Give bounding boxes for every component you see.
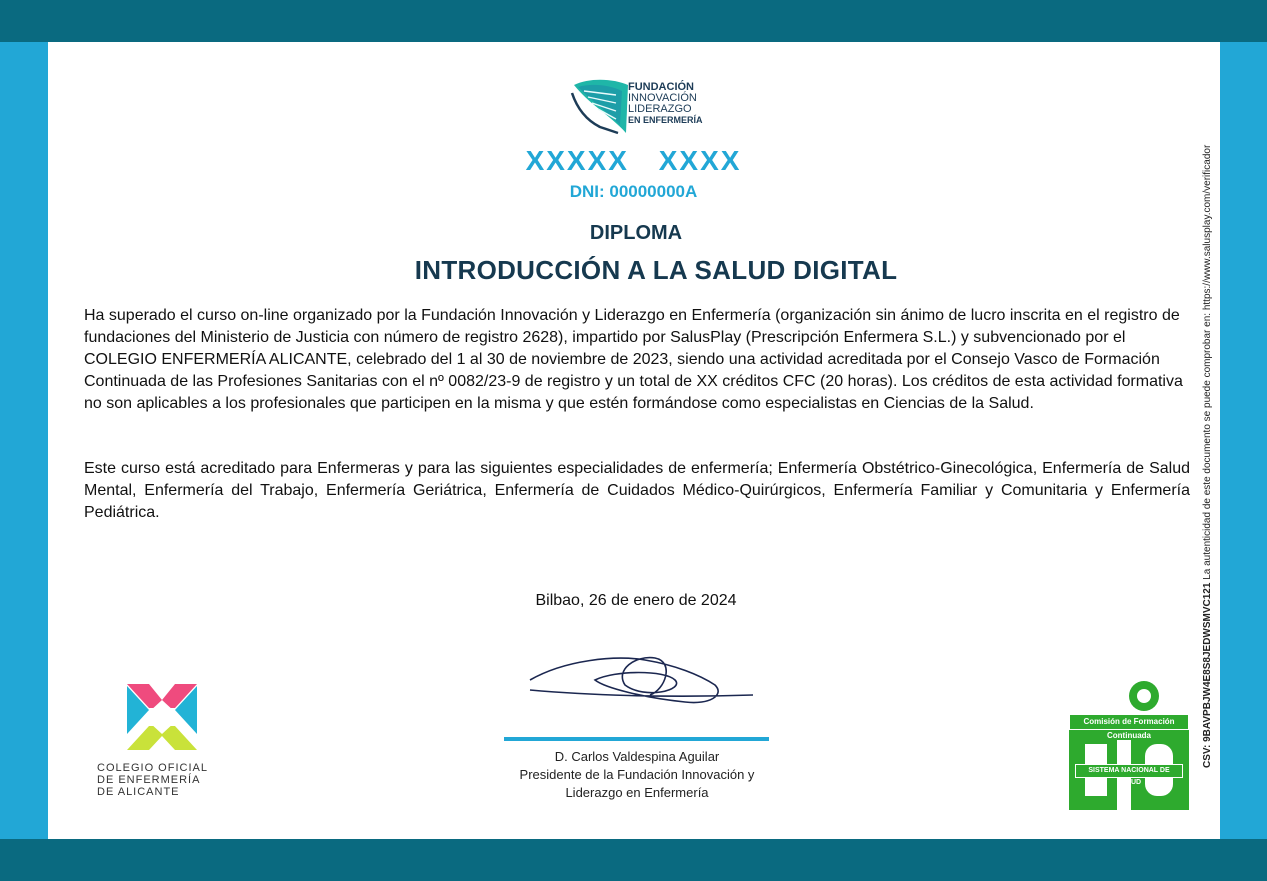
diploma-label: DIPLOMA [589, 222, 683, 244]
cfc-logo-icon [1067, 680, 1191, 812]
coe-line: DE ALICANTE [97, 786, 180, 798]
coe-line: COLEGIO OFICIAL [97, 762, 208, 774]
recipient-dni: DNI: 00000000A [569, 182, 698, 201]
logo-line: FUNDACIÓN [628, 81, 694, 93]
coe-alicante-text [97, 762, 208, 798]
fundacion-logo-text [628, 82, 703, 126]
course-title: INTRODUCCIÓN A LA SALUD DIGITAL [414, 255, 898, 285]
cfc-subtitle: SISTEMA NACIONAL DE SALUD [1075, 764, 1183, 778]
issue-date: Bilbao, 26 de enero de 2024 [535, 592, 737, 609]
logo-line: EN ENFERMERÍA [628, 115, 703, 125]
paragraph-specialties: Este curso está acreditado para Enfermeras y para las siguientes especialidades de enfermería; Enfermería Obstétrico-Ginecológica, Enfermería de Salud Mental, Enfermería del Trabajo, Enfermería Geriátrica, Enfermería de Cuidados Médico-Quirúrgicos, Enfermería Familiar y Comunitaria y Enfermería Pediátrica. [84, 460, 1190, 521]
signer-role: Liderazgo en Enfermería [565, 785, 709, 800]
csv-verification [1202, 145, 1213, 768]
signature-icon [525, 640, 755, 710]
logo-line: INNOVACIÓN [628, 92, 697, 104]
csv-code: CSV: 9BAVPBJW4E8S8JEDWSMVC121 [1202, 582, 1213, 768]
coe-alicante-logo-icon [97, 682, 227, 802]
signer-role: Presidente de la Fundación Innovación y [519, 767, 755, 782]
signature-line [504, 737, 769, 741]
coe-line: DE ENFERMERÍA [97, 774, 201, 786]
logo-line: LIDERAZGO [628, 103, 692, 115]
frame-bottom [0, 839, 1267, 881]
recipient-name: XXXXX XXXX [525, 145, 742, 176]
fundacion-logo-icon [570, 75, 705, 137]
frame-right [1220, 0, 1267, 881]
cfc-title: Comisión de Formación Continuada [1069, 714, 1189, 730]
signer-name: D. Carlos Valdespina Aguilar [554, 749, 720, 764]
frame-top [0, 0, 1267, 42]
csv-text: La autenticidad de este documento se puede comprobar en: https://www.salusplay.com/verificador [1202, 144, 1213, 583]
frame-left [0, 0, 48, 881]
paragraph-accreditation: Ha superado el curso on-line organizado por la Fundación Innovación y Liderazgo en Enfermería (organización sin ánimo de lucro inscrita en el registro de fundaciones del Ministerio de Justicia con número de registro 2628), impartido por SalusPlay (Prescripción Enfermera S.L.) y subvencionado por el COLEGIO ENFERMERÍA ALICANTE, celebrado del 1 al 30 de noviembre de 2023, siendo una actividad acreditada por el Consejo Vasco de Formación Continuada de las Profesiones Sanitarias con el nº 0082/23-9 de registro y un total de XX créditos CFC (20 horas). Los créditos de esta actividad formativa no son aplicables a los profesionales que participen en la misma y que estén formándose como especialistas en Ciencias de la Salud. [84, 307, 1183, 412]
